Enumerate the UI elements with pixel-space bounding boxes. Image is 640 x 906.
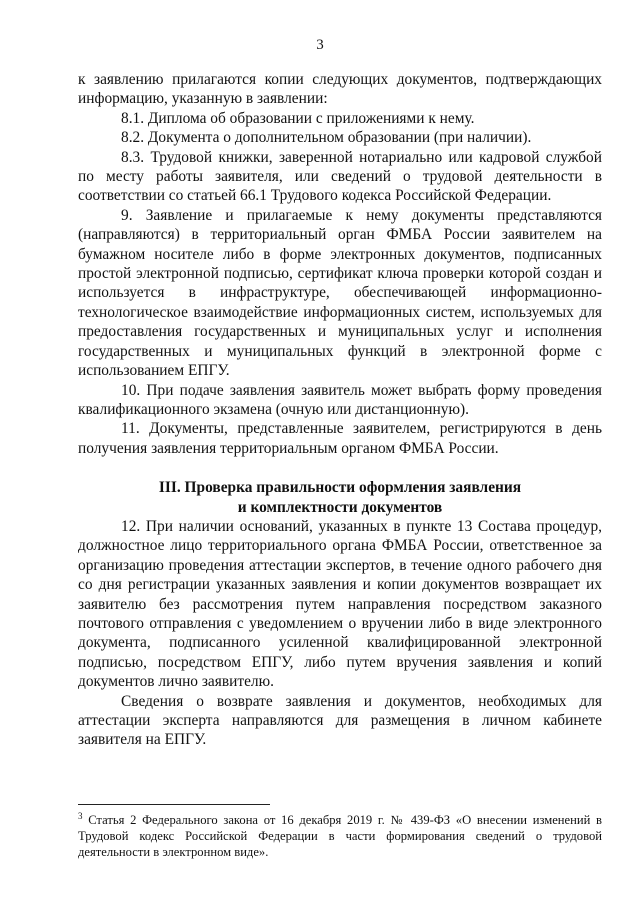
paragraph-11: 11. Документы, представленные заявителем, регистрируются в день получения заявления территориальным органом ФМБА России. (78, 420, 602, 457)
section-heading (78, 478, 602, 517)
paragraph-8-1: 8.1. Диплома об образовании с приложениями к нему. (121, 109, 475, 127)
paragraph-10: 10. При подаче заявления заявитель может выбрать форму проведения квалификационного экзамена (очную или дистанционную). (78, 381, 602, 418)
paragraph-8-2: 8.2. Документа о дополнительном образовании (при наличии). (121, 129, 532, 147)
document-body (78, 70, 602, 750)
footnote (78, 812, 602, 860)
paragraph-return-info: Сведения о возврате заявления и документов, необходимых для аттестации эксперта направляются для размещения в личном кабинете заявителя на ЕПГУ. (78, 692, 602, 749)
section-heading-line-1: III. Проверка правильности оформления заявления (158, 479, 522, 497)
page-number: 3 (316, 37, 324, 53)
paragraph-intro: к заявлению прилагаются копии следующих документов, подтверждающих информацию, указанную в заявлении: (78, 71, 602, 108)
section-heading-line-2: и комплектности документов (237, 498, 443, 516)
paragraph-9: 9. Заявление и прилагаемые к нему документы представляются (направляются) в территориальный орган ФМБА России заявителем на бумажном носителе либо в форме электронных документов, подписанных простой электронной подписью, сертификат ключа проверки которой создан и используется в инфраструктуре, обеспечивающей информационно-технологическое взаимодействие информационных систем, используемых для предоставления государственных и муниципальных услуг и исполнения государственных и муниципальных функций в электронной форме с использованием ЕПГУ. (78, 206, 602, 380)
footnote-marker: 3 (78, 810, 83, 821)
paragraph-12: 12. При наличии оснований, указанных в пункте 13 Состава процедур, должностное лицо территориального органа ФМБА России, ответственное за организацию проведения аттестации экспертов, в течение одного рабочего дня со дня регистрации указанных заявления и копии документов возвращает их заявителю без рассмотрения путем направления посредством заказного почтового отправления с уведомлением о вручении либо в виде электронного документа, подписанного усиленной квалифицированной электронной подписью, посредством ЕПГУ, либо путем вручения заявления и копий документов лично заявителю. (78, 517, 602, 691)
footnote-text: Статья 2 Федерального закона от 16 декабря 2019 г. № 439-ФЗ «О внесении изменений в Трудовой кодекс Российской Федерации в части формирования сведений о трудовой деятельности в электронном виде». (78, 813, 602, 859)
footnote-separator (78, 804, 270, 805)
paragraph-8-3: 8.3. Трудовой книжки, заверенной нотариально или кадровой службой по месту работы заявителя, или сведений о трудовой деятельности в соответствии со статьей 66.1 Трудового кодекса Российской Федерации. (78, 148, 602, 205)
